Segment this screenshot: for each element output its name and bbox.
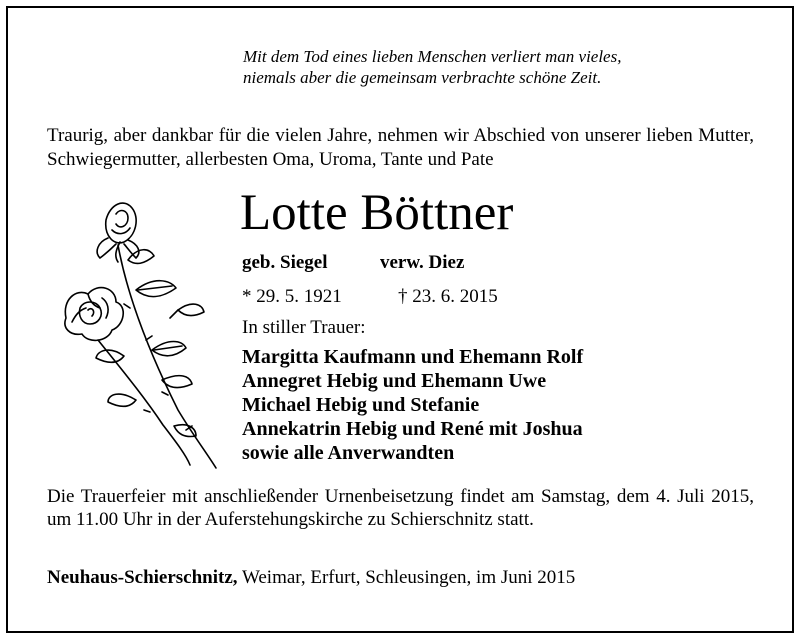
footer-place-main: Neuhaus-Schierschnitz, — [47, 567, 238, 588]
mourners-list — [242, 345, 583, 465]
rose-drawing-icon — [58, 190, 223, 475]
mourning-label: In stiller Trauer: — [242, 317, 366, 338]
deceased-name: Lotte Böttner — [240, 185, 514, 241]
mourner-4: Annekatrin Hebig und René mit Joshua — [242, 418, 583, 440]
mourner-3: Michael Hebig und Stefanie — [242, 394, 480, 416]
widowed-name: verw. Diez — [380, 252, 465, 273]
mourner-2: Annegret Hebig und Ehemann Uwe — [242, 370, 547, 392]
funeral-info: Die Trauerfeier mit anschließender Urnenbeisetzung findet am Samstag, dem 4. Juli 2015, um 11.00 Uhr in der Auferstehungskirche zu Schierschnitz statt. — [47, 486, 754, 530]
intro-text: Traurig, aber dankbar für die vielen Jahre, nehmen wir Abschied von unserer lieben Mutter, Schwiegermutter, allerbesten Oma, Uroma, Tante und Pate — [47, 125, 754, 170]
mourner-5: sowie alle Anverwandten — [242, 442, 455, 464]
quote-line-2: niemals aber die gemeinsam verbrachte schöne Zeit. — [243, 68, 602, 87]
birth-date: * 29. 5. 1921 — [242, 286, 342, 307]
quote-line-1: Mit dem Tod eines lieben Menschen verliert man vieles, — [243, 47, 622, 66]
footer-places — [47, 566, 575, 590]
footer-places-rest: Weimar, Erfurt, Schleusingen, im Juni 2015 — [237, 567, 576, 588]
memorial-quote — [243, 46, 621, 88]
death-date: † 23. 6. 2015 — [398, 286, 498, 307]
birth-name: geb. Siegel — [242, 252, 328, 273]
mourner-1: Margitta Kaufmann und Ehemann Rolf — [242, 346, 584, 368]
